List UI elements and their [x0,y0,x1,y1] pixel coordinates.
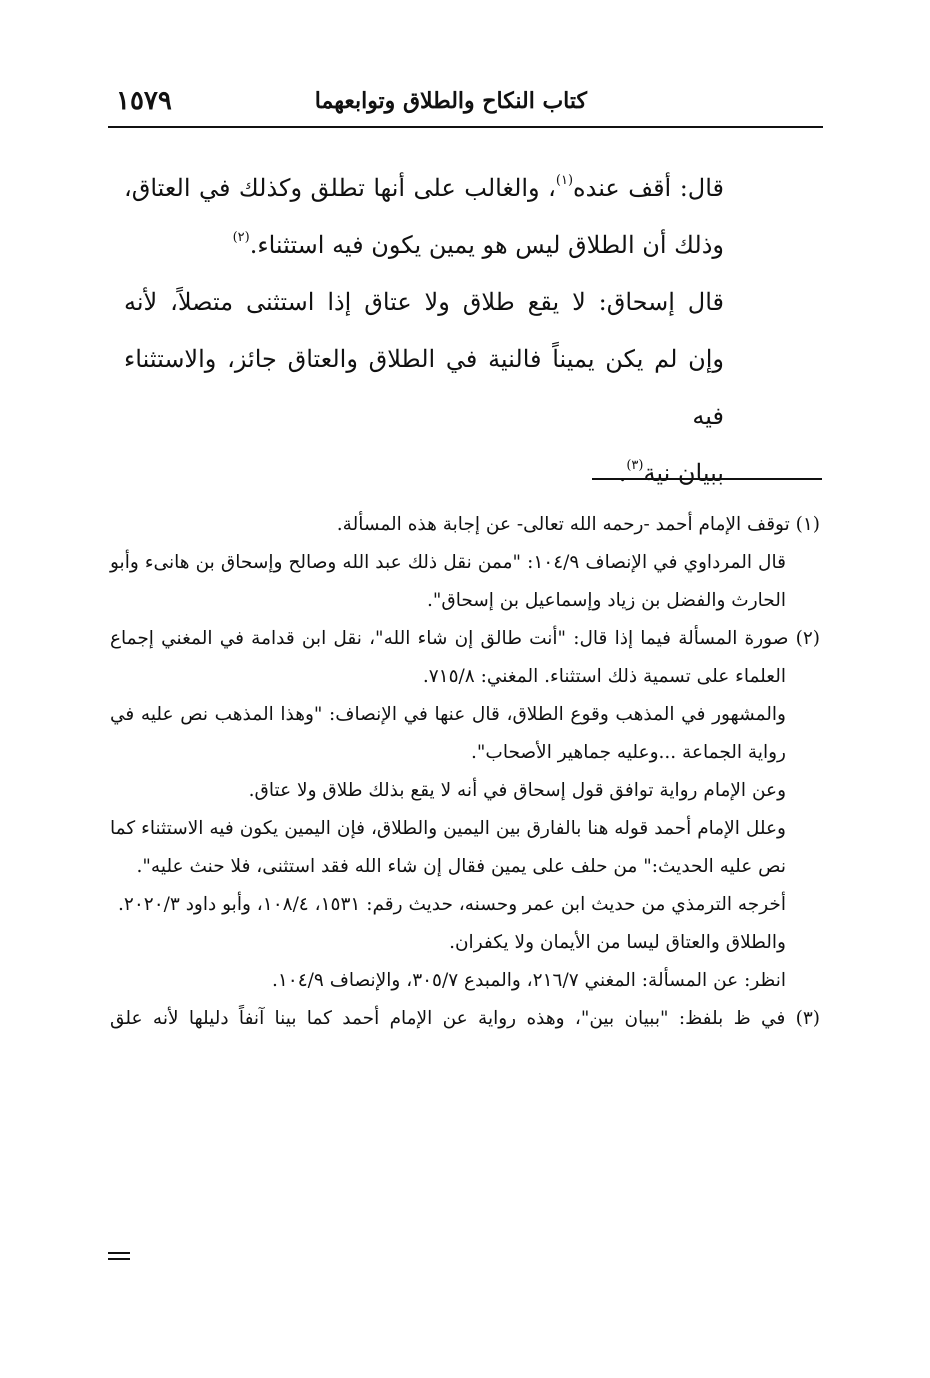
main-text [124,160,724,502]
footnote-2-continued: والمشهور في المذهب وقوع الطلاق، قال عنها في الإنصاف: "وهذا المذهب نص عليه في رواية الجماعة ...وعليه جماهير الأصحاب". [110,704,786,763]
header-title: كتاب النكاح والطلاق وتوابعهما [314,88,587,114]
footnote-ref-1: (١) [555,173,574,188]
footnote-2-continued: والطلاق والعتاق ليسا من الأيمان ولا يكفران. [449,932,786,953]
running-header [108,84,823,124]
footnote-2-continued: وعن الإمام رواية توافق قول إسحاق في أنه لا يقع بذلك طلاق ولا عتاق. [248,780,786,801]
main-line: قال: أقف عنده$^{(١)}$، والغالب على أنها تطلق وكذلك في العتاق، [124,173,724,202]
main-line: قال إسحاق: لا يقع طلاق ولا عتاق إذا استثنى متصلاً، لأنه [124,288,724,316]
main-line: وإن لم يكن يميناً فالنية في الطلاق والعتاق جائز، والاستثناء فيه [124,345,724,430]
footnote-ref-2: (٢) [232,230,250,245]
footnotes [110,506,820,1038]
main-line: وذلك أن الطلاق ليس هو يمين يكون فيه استثناء.$^{(٢)}$ [232,230,724,259]
footnote-3: (٣) في ظ بلفظ: "ببيان بين"، وهذه رواية عن الإمام أحمد كما بينا آنفاً دليلها لأنه علق [110,1008,820,1029]
footnote-separator [592,478,822,480]
footnote-ref-3: (٣) [626,458,644,473]
footnote-1-continued: قال المرداوي في الإنصاف ١٠٤/٩: "ممن نقل ذلك عبد الله وصالح وإسحاق بن هانىء وأبو الحارث والفضل بن زياد وإسماعيل بن إسحاق". [110,552,786,611]
page-number: ١٥٧٩ [116,86,172,116]
footnote-2-continued: وعلل الإمام أحمد قوله هنا بالفارق بين اليمين والطلاق، فإن اليمين يكون فيه الاستثناء كما نص عليه الحديث:" من حلف على يمين فقال إن شاء الله فقد استثنى، فلا حنث عليه". [110,818,786,877]
footnote-2-continued: انظر: عن المسألة: المغني ٢١٦/٧، والمبدع ٣٠٥/٧، والإنصاف ١٠٤/٩. [271,970,786,991]
continuation-mark [108,1252,130,1264]
footnote-1: (١) توقف الإمام أحمد -رحمه الله تعالى- عن إجابة هذه المسألة. [336,514,820,535]
main-line: ببيان نية$^{(٣)}$. [618,458,724,487]
header-rule [108,126,823,128]
footnote-2-continued: أخرجه الترمذي من حديث ابن عمر وحسنه، حديث رقم: ١٥٣١، ١٠٨/٤، وأبو داود ٢٠٢٠/٣. [118,894,786,915]
footnote-2: (٢) صورة المسألة فيما إذا قال: "أنت طالق إن شاء الله"، نقل ابن قدامة في المغني إجماع العلماء على تسمية ذلك استثناء. المغني: ٧١٥/٨. [110,628,820,687]
